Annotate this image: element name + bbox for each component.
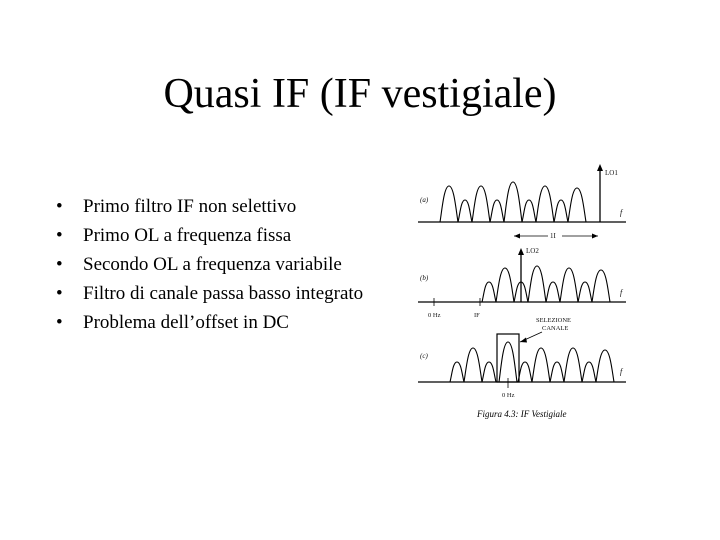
figure-caption: Figura 4.3: IF Vestigiale — [477, 409, 567, 419]
channel-hump — [582, 362, 596, 382]
panel-c-zero-label: 0 Hz — [502, 392, 515, 399]
bullet-item — [56, 283, 363, 312]
channel-hump — [496, 268, 514, 302]
spectrum-figure — [414, 162, 642, 404]
panel-b-f-label: f — [620, 288, 623, 297]
select-label-line2: CANALE — [542, 325, 569, 332]
channel-hump — [464, 348, 482, 382]
selected-channel — [499, 342, 517, 382]
channel-hump — [546, 282, 560, 302]
bullet-text: Problema dell’offset in DC — [83, 312, 289, 333]
panel-b — [418, 247, 626, 319]
lo2-label: LO2 — [526, 247, 539, 255]
if-label: IF — [474, 312, 480, 319]
panel-b-channels — [482, 266, 610, 302]
channel-hump — [528, 266, 546, 302]
panel-a — [418, 164, 626, 240]
panel-a-tag: (a) — [420, 196, 429, 204]
channel-hump — [550, 362, 564, 382]
zero-hz-label: 0 Hz — [428, 312, 441, 319]
span-arrowhead-left — [514, 234, 520, 239]
channel-hump — [568, 188, 586, 222]
bullet-text: Secondo OL a frequenza variabile — [83, 254, 342, 275]
slide-title: Quasi IF (IF vestigiale) — [163, 71, 557, 117]
bullet-item — [56, 225, 363, 254]
channel-hump — [490, 200, 504, 222]
bullet-text: Primo OL a frequenza fissa — [83, 225, 292, 246]
bullet-list — [56, 196, 363, 341]
panel-b-tag: (b) — [420, 274, 429, 282]
channel-hump — [532, 348, 550, 382]
panel-c-channels — [450, 342, 614, 382]
lo1-label: LO1 — [605, 169, 618, 177]
channel-hump — [518, 362, 532, 382]
panel-c-tag: (c) — [420, 352, 428, 360]
bullet-item — [56, 312, 363, 341]
channel-hump — [578, 282, 592, 302]
bullet-dot: • — [56, 254, 63, 275]
panel-a-f-label: f — [620, 208, 623, 217]
channel-hump — [522, 200, 536, 222]
bullet-item — [56, 196, 363, 225]
bullet-dot: • — [56, 196, 63, 217]
bullet-dot: • — [56, 225, 63, 246]
panel-c — [418, 317, 626, 399]
channel-hump — [450, 362, 464, 382]
channel-hump — [592, 270, 610, 302]
lo2-arrowhead — [518, 248, 524, 255]
bullet-dot: • — [56, 312, 63, 333]
bullet-text: Filtro di canale passa basso integrato — [83, 283, 364, 304]
bullet-text: Primo filtro IF non selettivo — [83, 196, 297, 217]
panel-c-f-label: f — [620, 367, 623, 376]
lo1-arrowhead — [597, 164, 603, 171]
channel-hump — [482, 362, 496, 382]
channel-hump — [458, 200, 472, 222]
span-arrowhead-right — [592, 234, 598, 239]
bullet-dot: • — [56, 283, 63, 304]
spectrum-diagram — [414, 162, 642, 404]
channel-hump — [504, 182, 522, 222]
panel-a-channels — [440, 182, 586, 222]
channel-hump — [554, 200, 568, 222]
channel-hump — [472, 186, 490, 222]
channel-hump — [440, 186, 458, 222]
select-pointer-head — [520, 338, 527, 343]
channel-hump — [482, 282, 496, 302]
bullet-item — [56, 254, 363, 283]
channel-hump — [536, 186, 554, 222]
select-label-line1: SELEZIONE — [536, 317, 572, 324]
channel-hump — [560, 268, 578, 302]
span-label: 1I — [550, 232, 556, 240]
channel-hump — [596, 350, 614, 382]
channel-hump — [564, 348, 582, 382]
